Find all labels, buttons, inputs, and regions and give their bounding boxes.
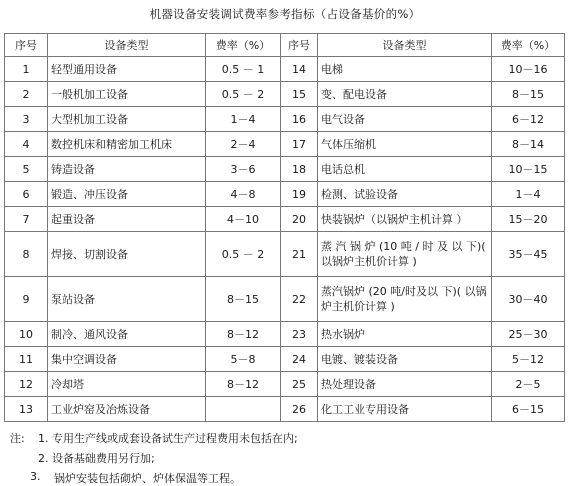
cell-rate: 8－12 <box>206 322 281 347</box>
cell-type: 锻造、冲压设备 <box>48 182 206 207</box>
header-type: 设备类型 <box>48 34 206 57</box>
table-row <box>5 372 565 397</box>
cell-no: 21 <box>281 232 318 277</box>
cell-type: 变、配电设备 <box>318 82 492 107</box>
cell-rate: 4－8 <box>206 182 281 207</box>
cell-no: 24 <box>281 347 318 372</box>
cell-rate: 3－6 <box>206 157 281 182</box>
cell-type: 集中空调设备 <box>48 347 206 372</box>
header-no: 序号 <box>5 34 48 57</box>
cell-no: 1 <box>5 57 48 82</box>
cell-no: 19 <box>281 182 318 207</box>
cell-type: 泵站设备 <box>48 277 206 322</box>
table-title: 机器设备安装调试费率参考指标（占设备基价的%） <box>149 7 421 21</box>
cell-no: 22 <box>281 277 318 322</box>
cell-no: 12 <box>5 372 48 397</box>
cell-type: 大型机加工设备 <box>48 107 206 132</box>
cell-rate: 1－4 <box>206 107 281 132</box>
cell-no: 5 <box>5 157 48 182</box>
cell-no: 4 <box>5 132 48 157</box>
cell-rate: 0.5 － 2 <box>206 82 281 107</box>
cell-rate: 4－10 <box>206 207 281 232</box>
cell-no: 18 <box>281 157 318 182</box>
cell-rate: 0.5 － 2 <box>206 232 281 277</box>
cell-rate: 10－15 <box>492 157 565 182</box>
table-row <box>5 182 565 207</box>
cell-rate: 2－5 <box>492 372 565 397</box>
note-1: 1. 专用生产线或成套设备试生产过程费用未包括在内; <box>38 432 298 445</box>
cell-type: 电镀、镀装设备 <box>318 347 492 372</box>
cell-rate: 0.5 － 1 <box>206 57 281 82</box>
header-rate: 费率（%） <box>206 34 281 57</box>
cell-no: 13 <box>5 397 48 422</box>
cell-no: 17 <box>281 132 318 157</box>
cell-type: 数控机床和精密加工机床 <box>48 132 206 157</box>
cell-rate: 5－8 <box>206 347 281 372</box>
cell-rate: 15－20 <box>492 207 565 232</box>
cell-no: 26 <box>281 397 318 422</box>
header-rate: 费率（%） <box>492 34 565 57</box>
cell-rate: 10－16 <box>492 57 565 82</box>
cell-type: 热水锅炉 <box>318 322 492 347</box>
header-no: 序号 <box>281 34 318 57</box>
cell-no: 3 <box>5 107 48 132</box>
table-row <box>5 107 565 132</box>
cell-rate: 30－40 <box>492 277 565 322</box>
table-row <box>5 207 565 232</box>
cell-type: 一般机加工设备 <box>48 82 206 107</box>
cell-no: 16 <box>281 107 318 132</box>
cell-no: 2 <box>5 82 48 107</box>
cell-type: 焊接、切割设备 <box>48 232 206 277</box>
cell-no: 25 <box>281 372 318 397</box>
cell-no: 7 <box>5 207 48 232</box>
cell-rate: 6－12 <box>492 107 565 132</box>
cell-type: 化工工业专用设备 <box>318 397 492 422</box>
cell-rate: 8－15 <box>206 277 281 322</box>
cell-type: 快装锅炉（以锅炉主机计算 ） <box>318 207 492 232</box>
cell-type: 热处理设备 <box>318 372 492 397</box>
cell-rate: 8－15 <box>492 82 565 107</box>
table-row <box>5 397 565 422</box>
cell-rate: 25－30 <box>492 322 565 347</box>
cell-rate: 8－14 <box>492 132 565 157</box>
cell-type: 电梯 <box>318 57 492 82</box>
cell-no: 15 <box>281 82 318 107</box>
cell-rate: 5－12 <box>492 347 565 372</box>
cell-rate: 6－15 <box>492 397 565 422</box>
cell-type: 蒸 汽 锅 炉 (10 吨 / 时 及 以 下)( 以锅炉主机价计算 ) <box>318 232 492 277</box>
cell-rate: 35－45 <box>492 232 565 277</box>
table-row <box>5 277 565 322</box>
cell-type: 冷却塔 <box>48 372 206 397</box>
cell-rate: 1－4 <box>492 182 565 207</box>
cell-no: 11 <box>5 347 48 372</box>
note-3-number: 3. <box>30 470 41 483</box>
table-row <box>5 132 565 157</box>
cell-type: 电气设备 <box>318 107 492 132</box>
table-row <box>5 57 565 82</box>
table-row <box>5 232 565 277</box>
notes-prefix: 注: <box>10 432 25 445</box>
cell-type: 电话总机 <box>318 157 492 182</box>
table-row <box>5 157 565 182</box>
cell-no: 20 <box>281 207 318 232</box>
cell-rate: 2－4 <box>206 132 281 157</box>
fee-rate-table <box>4 33 565 422</box>
table-row <box>5 322 565 347</box>
cell-rate: 8－12 <box>206 372 281 397</box>
cell-type: 轻型通用设备 <box>48 57 206 82</box>
cell-type: 起重设备 <box>48 207 206 232</box>
table-row <box>5 347 565 372</box>
note-2: 2. 设备基础费用另行加; <box>38 452 155 465</box>
cell-no: 6 <box>5 182 48 207</box>
cell-no: 10 <box>5 322 48 347</box>
note-3-text: 锅炉安装包括砌炉、炉体保温等工程。 <box>54 472 241 485</box>
cell-type: 检测、试验设备 <box>318 182 492 207</box>
cell-no: 8 <box>5 232 48 277</box>
cell-type: 气体压缩机 <box>318 132 492 157</box>
header-row <box>5 34 565 57</box>
cell-no: 9 <box>5 277 48 322</box>
header-type: 设备类型 <box>318 34 492 57</box>
cell-rate <box>206 397 281 422</box>
table-row <box>5 82 565 107</box>
cell-no: 14 <box>281 57 318 82</box>
cell-type: 蒸汽锅炉 (20 吨/时及以 下)( 以锅炉主机价计算 ) <box>318 277 492 322</box>
cell-type: 工业炉窑及冶炼设备 <box>48 397 206 422</box>
cell-type: 制冷、通风设备 <box>48 322 206 347</box>
cell-no: 23 <box>281 322 318 347</box>
cell-type: 铸造设备 <box>48 157 206 182</box>
